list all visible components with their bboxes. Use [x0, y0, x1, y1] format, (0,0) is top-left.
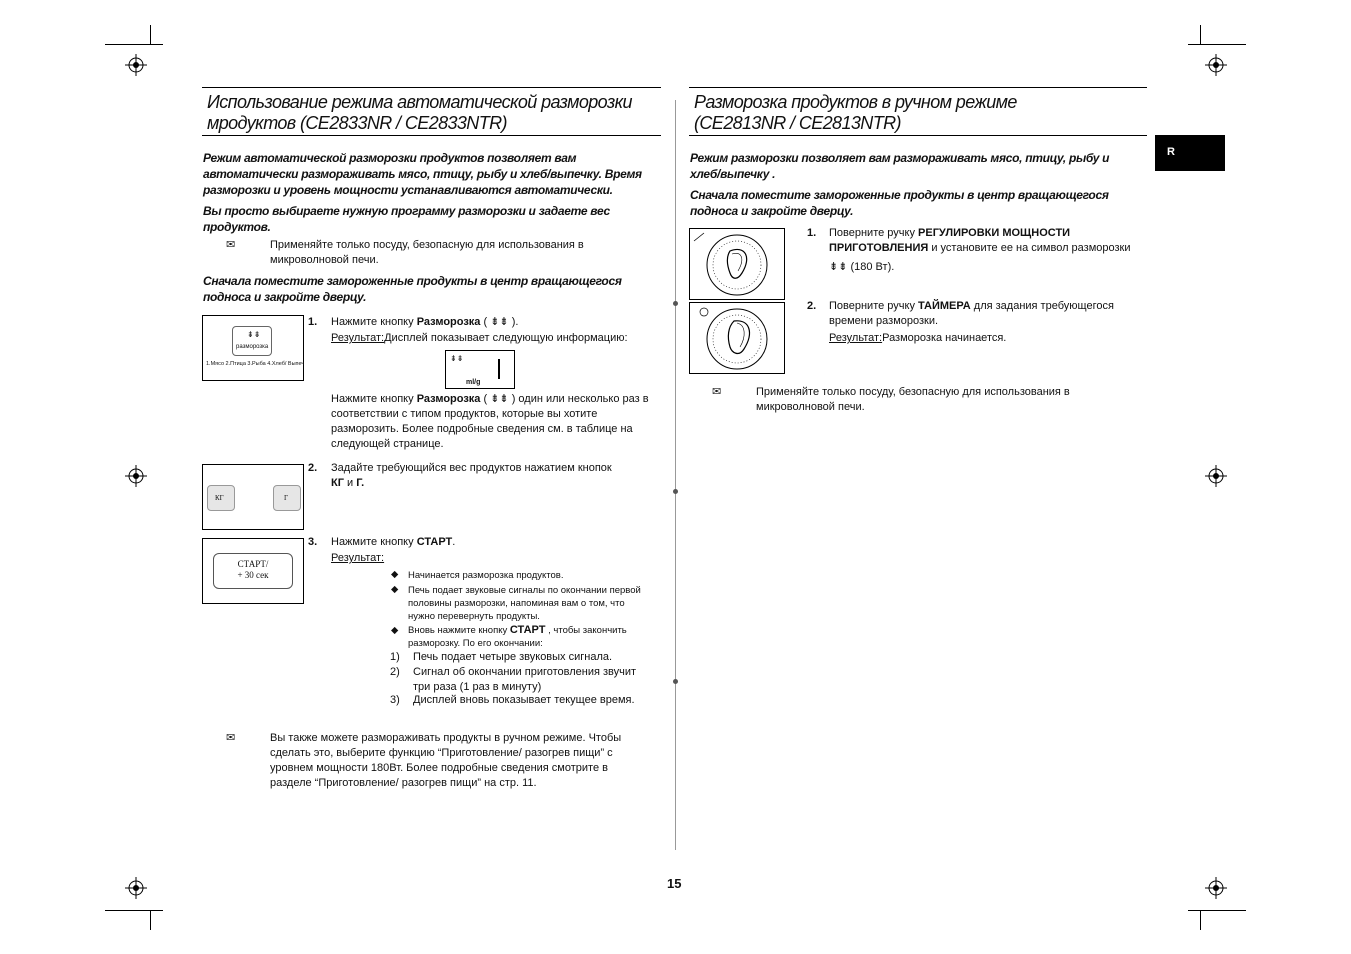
fold-dot — [673, 489, 678, 494]
kg-button — [207, 485, 235, 511]
title-rule-bottom — [689, 135, 1147, 136]
left-lead-paragraph-2: Вы просто выбираете нужную программу разморозки и задаете вес продуктов. — [203, 204, 610, 234]
note-icon: ✉ — [712, 386, 722, 398]
sub-3-text: Дисплей вновь показывает текущее время. — [413, 694, 635, 706]
right-step-1-number: 1. — [807, 227, 817, 239]
sub-2-number: 2) — [390, 666, 400, 678]
display-illustration — [445, 350, 515, 389]
fold-dot — [673, 301, 678, 306]
g-button-label: Г — [284, 494, 289, 502]
power-dial-illustration — [689, 228, 785, 300]
crop-mark — [1200, 910, 1201, 930]
note-icon: ✉ — [226, 732, 236, 744]
page-number: 15 — [667, 876, 682, 891]
title-rule-bottom — [202, 135, 661, 136]
crop-mark — [150, 910, 151, 930]
step-1-number: 1. — [308, 316, 318, 328]
title-rule-top — [202, 87, 661, 88]
step-3-bullet-3: Вновь нажмите кнопку СТАРТ , чтобы закончить разморозку. По его окончании: — [408, 624, 627, 649]
left-lead-paragraph-3: Сначала поместите замороженные продукты в центр вращающегося подноса и закройте дверцу. — [203, 274, 622, 304]
step-1-text: Нажмите кнопку Разморозка ( ⇟⇟ ). — [331, 316, 519, 328]
right-note: Применяйте только посуду, безопасную для использования в микроволновой печи. — [756, 386, 1070, 413]
crop-mark — [1188, 910, 1246, 911]
left-note-1: Применяйте только посуду, безопасную для использования в микроволновой печи. — [270, 239, 584, 266]
step-3-bullet-2: Печь подает звуковые сигналы по окончании первой половины разморозки, напоминая вам о том, что нужно перевернуть продукты. — [408, 585, 641, 622]
step-3-result-label: Результат: — [331, 552, 385, 564]
note-icon: ✉ — [226, 239, 236, 251]
fold-dot — [673, 679, 678, 684]
bullet-diamond-icon: ◆ — [391, 584, 399, 595]
center-fold-line — [675, 100, 676, 850]
sub-2-text: Сигнал об окончании приготовления звучит три раза (1 раз в минуту) — [413, 666, 637, 693]
crop-mark — [1188, 44, 1246, 45]
left-note-2: Вы также можете размораживать продукты в ручном режиме. Чтобы сделать это, выберите функцию “Приготовление/ разогрев пищи” с уровнем мощности 180Вт. Более подробные сведения смотрите в разделе “Приготовление/ разогрев пищи” на стр. 11. — [270, 732, 622, 789]
step-3-text: Нажмите кнопку СТАРТ. — [331, 536, 456, 548]
registration-mark-icon — [1205, 465, 1227, 487]
title-rule-top — [689, 87, 1147, 88]
bullet-diamond-icon: ◆ — [391, 625, 399, 636]
crop-mark — [1200, 25, 1201, 44]
crop-mark — [105, 44, 163, 45]
start-button-label: СТАРТ/ + 30 сек — [237, 559, 269, 580]
step-2-text: Задайте требующийся вес продуктов нажатием кнопок КГ и Г. — [331, 462, 612, 489]
registration-mark-icon — [125, 465, 147, 487]
display-unit: ml/g — [466, 379, 481, 386]
defrost-button — [232, 326, 272, 356]
registration-mark-icon — [1205, 54, 1227, 76]
display-cursor — [498, 359, 500, 379]
timer-knob-icon — [690, 303, 784, 373]
right-step-2-text: Поверните ручку ТАЙМЕРА для задания требующегося времени разморозки. Результат:Разморозка начинается. — [829, 300, 1114, 344]
g-button — [273, 485, 301, 511]
sub-1-number: 1) — [390, 651, 400, 663]
registration-mark-icon — [1205, 877, 1227, 899]
left-page-title: Использование режима автоматической разморозки мродуктов (CE2833NR / CE2833NTR) — [207, 92, 632, 133]
defrost-program-caption: 1.Мясо 2.Птица 3.Рыба 4.Хлеб/ Выпеч — [206, 361, 305, 367]
step-1-instructions: Нажмите кнопку Разморозка ( ⇟⇟ ) один или несколько раз в соответствии с типом продуктов, которые вы хотите разморозить. Более подробные сведения см. в таблице на следующей странице. — [331, 393, 649, 450]
sub-1-text: Печь подает четыре звуковых сигнала. — [413, 651, 613, 663]
defrost-panel-illustration — [202, 315, 304, 381]
kg-button-label: КГ — [215, 494, 224, 502]
registration-mark-icon — [125, 54, 147, 76]
timer-dial-illustration — [689, 302, 785, 374]
display-defrost-icon: ⇟⇟ — [450, 354, 464, 363]
bullet-diamond-icon: ◆ — [391, 569, 399, 580]
power-knob-icon — [690, 229, 784, 299]
defrost-icon: ⇟⇟ — [247, 330, 261, 339]
weight-panel-illustration — [202, 464, 304, 530]
right-step-1-text: Поверните ручку РЕГУЛИРОВКИ МОЩНОСТИ ПРИГОТОВЛЕНИЯ и установите ее на символ разморозки ⇟⇟ (180 Вт). — [829, 227, 1131, 273]
step-1-result: Результат:Дисплей показывает следующую информацию: — [331, 332, 628, 344]
right-lead-paragraph-1: Режим разморозки позволяет вам размораживать мясо, птицу, рыбу и хлеб/выпечку . — [690, 151, 1110, 181]
start-button — [213, 553, 293, 589]
right-page-title: Разморозка продуктов в ручном режиме (CE2813NR / CE2813NTR) — [694, 92, 1017, 133]
step-2-number: 2. — [308, 462, 318, 474]
crop-mark — [105, 910, 163, 911]
left-lead-paragraph-1: Режим автоматической разморозки продуктов позволяет вам автоматически размораживать мясо, птицу, рыбу и хлеб/выпечку. Время разморозки и уровень мощности устанавливаются автоматически. — [203, 151, 642, 197]
step-3-number: 3. — [308, 536, 318, 548]
defrost-button-label: разморозка — [236, 344, 269, 350]
right-lead-paragraph-2: Сначала поместите замороженные продукты в центр вращающегося подноса и закройте дверцу. — [690, 188, 1109, 218]
sub-3-number: 3) — [390, 694, 400, 706]
right-step-2-number: 2. — [807, 300, 817, 312]
crop-mark — [150, 25, 151, 44]
language-tab-label: R — [1167, 146, 1175, 158]
start-panel-illustration — [202, 538, 304, 604]
registration-mark-icon — [125, 877, 147, 899]
language-tab — [1155, 135, 1225, 171]
step-3-bullet-1: Начинается разморозка продуктов. — [408, 570, 564, 581]
